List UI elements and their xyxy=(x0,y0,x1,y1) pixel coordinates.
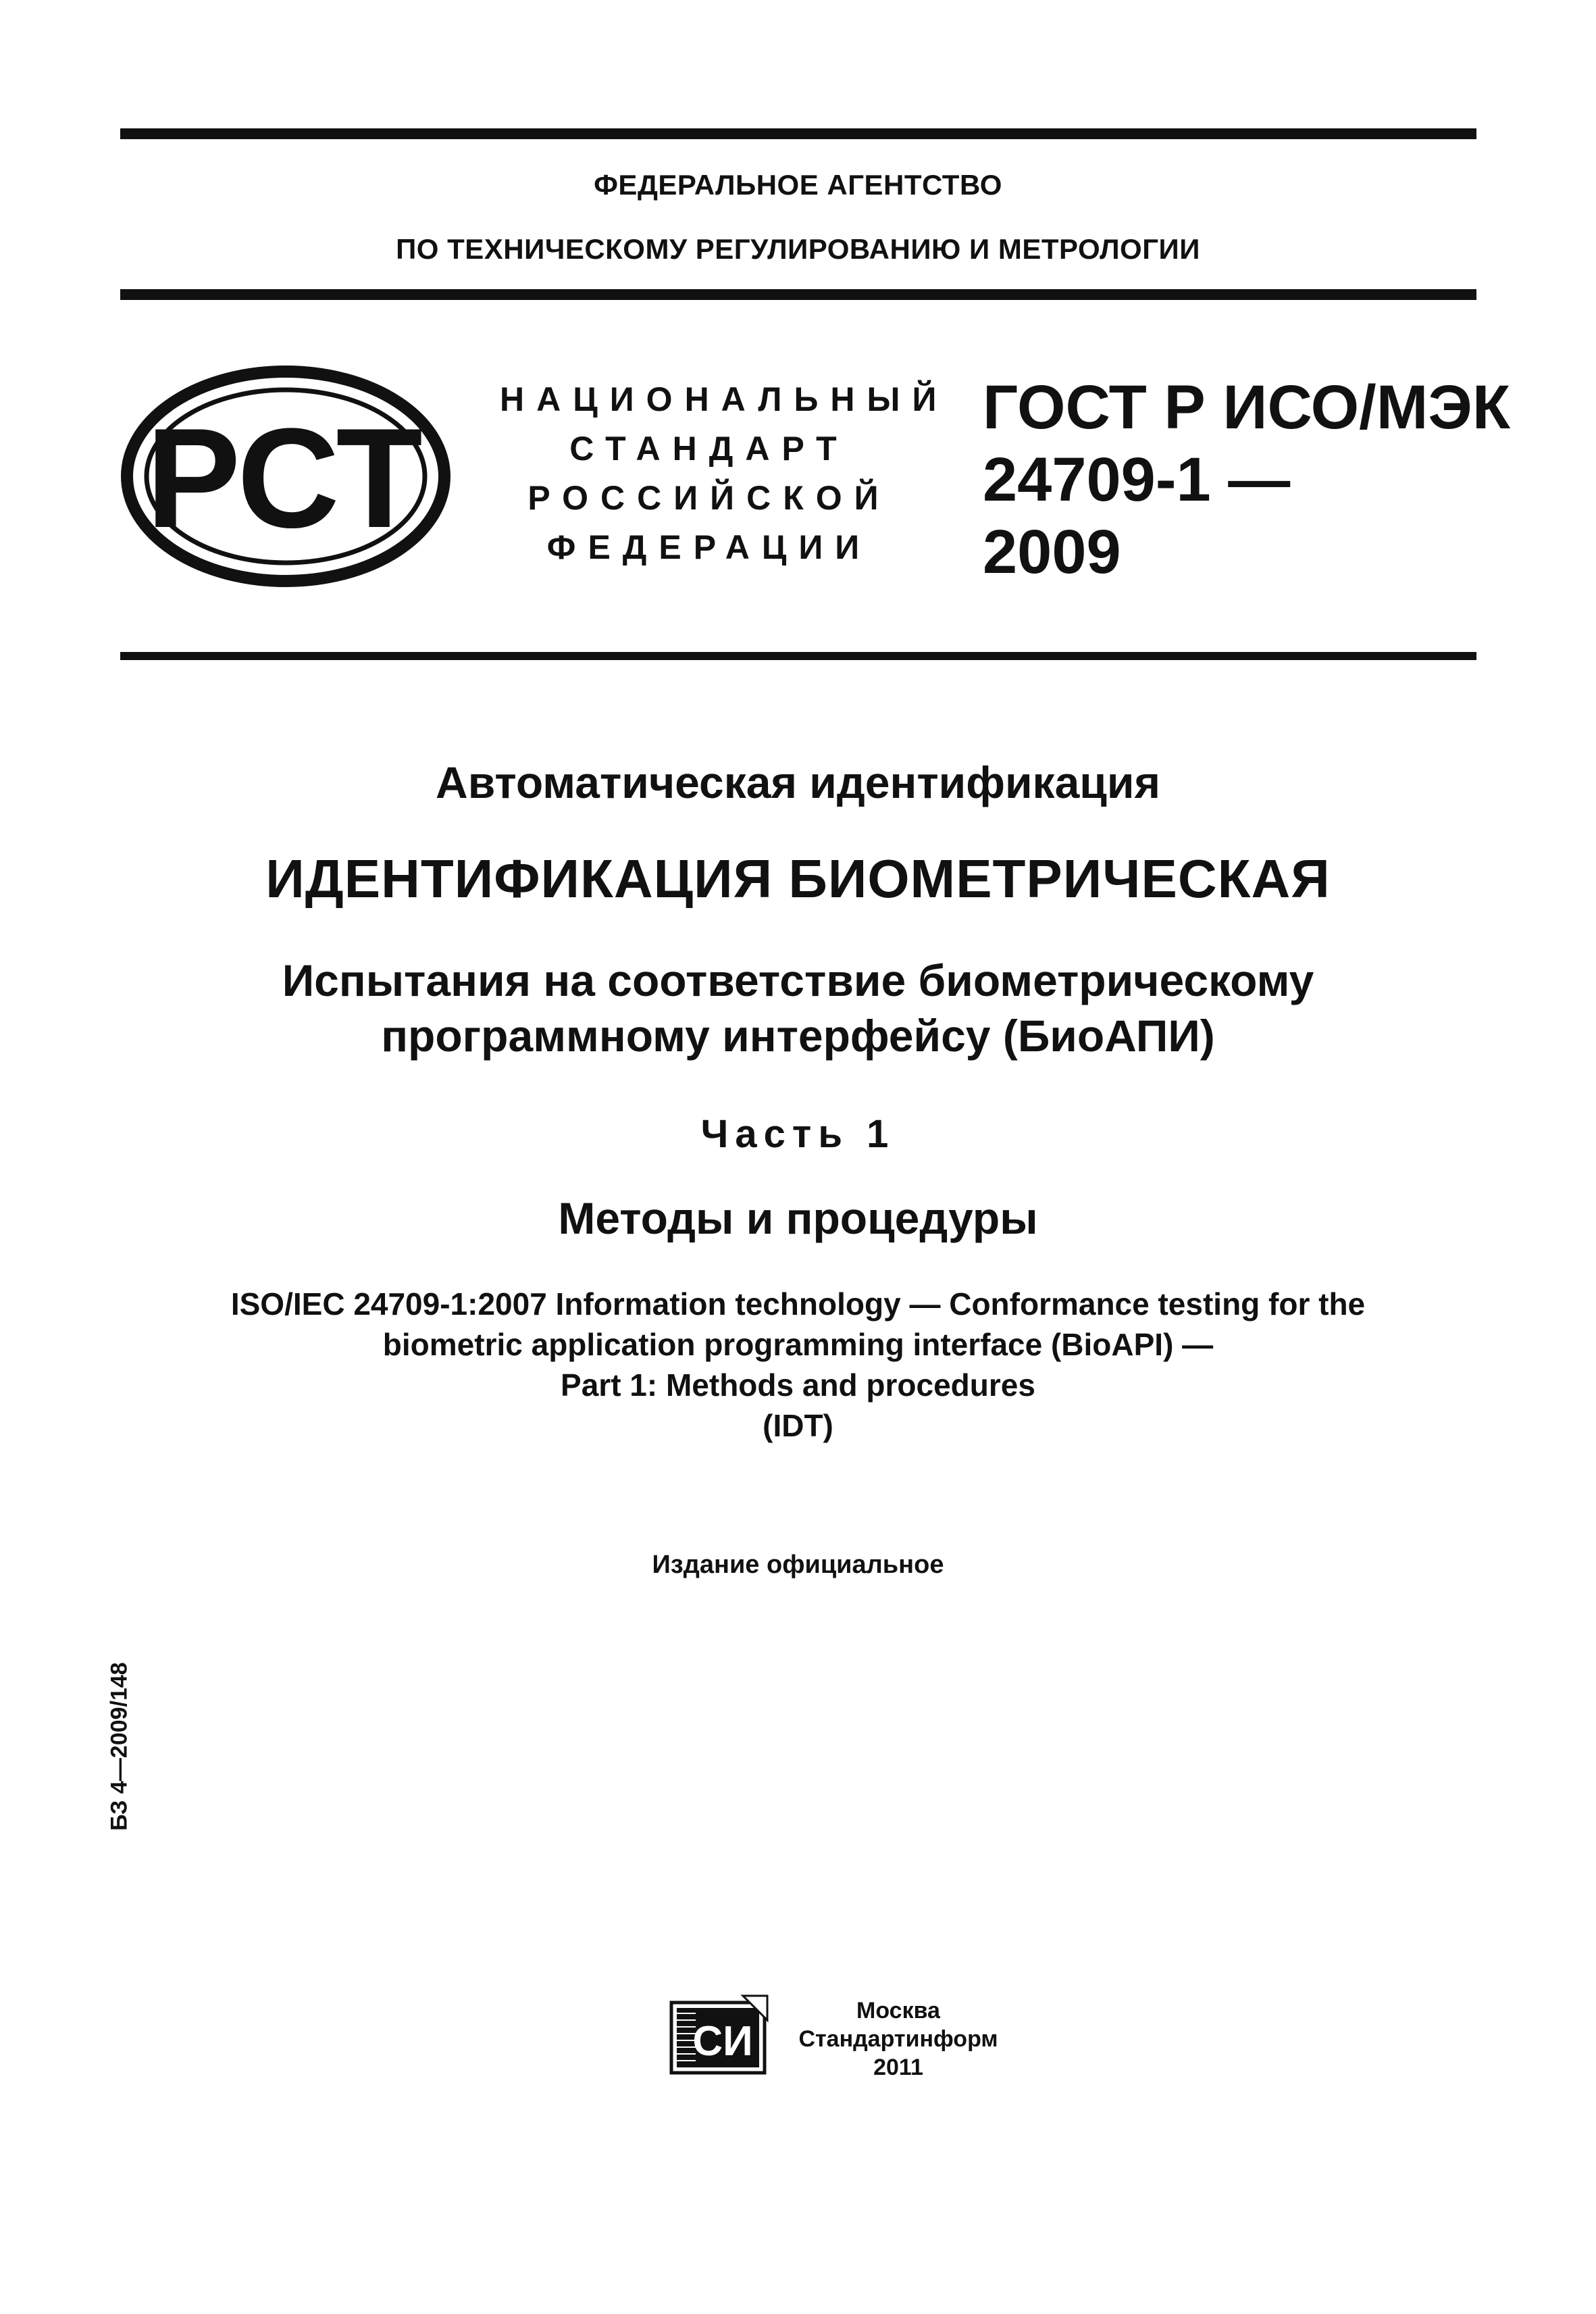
part-label: Часть 1 xyxy=(700,1112,896,1156)
publisher-city: Москва xyxy=(856,1998,940,2023)
title-line-3b: программному интерфейсу (БиоАПИ) xyxy=(381,1011,1215,1061)
national-line-4: ФЕДЕРАЦИИ xyxy=(546,528,872,566)
side-code xyxy=(105,1618,134,1875)
publisher-info xyxy=(783,1996,1013,2082)
title-line-1: Автоматическая идентификация xyxy=(436,757,1160,807)
national-standard-label xyxy=(500,375,949,572)
designation-line-3: 2009 xyxy=(983,518,1121,586)
agency-line-1: ФЕДЕРАЛЬНОЕ АГЕНТСТВО xyxy=(594,169,1002,201)
publisher-name: Стандартинформ xyxy=(798,2026,998,2052)
top-rule xyxy=(120,128,1476,139)
standard-block-rule xyxy=(120,652,1476,660)
edition-label: Издание официальное xyxy=(652,1551,944,1579)
standard-designation xyxy=(983,372,1510,588)
rst-logo-text: РСТ xyxy=(146,399,423,557)
national-line-3: РОССИЙСКОЙ xyxy=(527,479,891,517)
designation-line-2: 24709-1 — xyxy=(983,445,1291,514)
iso-reference-line-3: Part 1: Methods and procedures xyxy=(561,1367,1035,1403)
title-line-2: ИДЕНТИФИКАЦИЯ БИОМЕТРИЧЕСКАЯ xyxy=(265,849,1331,909)
standartinform-logo-text: СИ xyxy=(692,2018,753,2065)
designation-line-1: ГОСТ Р ИСО/МЭК xyxy=(983,373,1510,442)
header-bottom-rule xyxy=(120,289,1476,300)
side-code-text: БЗ 4—2009/148 xyxy=(106,1662,132,1831)
iso-reference-line-1: ISO/IEC 24709-1:2007 Information technology — Conformance testing for the xyxy=(230,1286,1366,1322)
national-line-2: СТАНДАРТ xyxy=(569,430,849,468)
rst-logo xyxy=(120,361,451,591)
title-line-3a: Испытания на соответствие биометрическому xyxy=(282,955,1314,1005)
iso-reference-line-2: biometric application programming interface (BioAPI) — xyxy=(382,1327,1214,1362)
agency-line-2: ПО ТЕХНИЧЕСКОМУ РЕГУЛИРОВАНИЮ И МЕТРОЛОГИИ xyxy=(396,233,1200,265)
iso-reference-line-4: (IDT) xyxy=(763,1408,833,1443)
national-line-1: НАЦИОНАЛЬНЫЙ xyxy=(500,380,949,418)
subtitle: Методы и процедуры xyxy=(558,1193,1038,1243)
publisher-year: 2011 xyxy=(873,2055,923,2080)
standartinform-logo xyxy=(669,1993,770,2078)
